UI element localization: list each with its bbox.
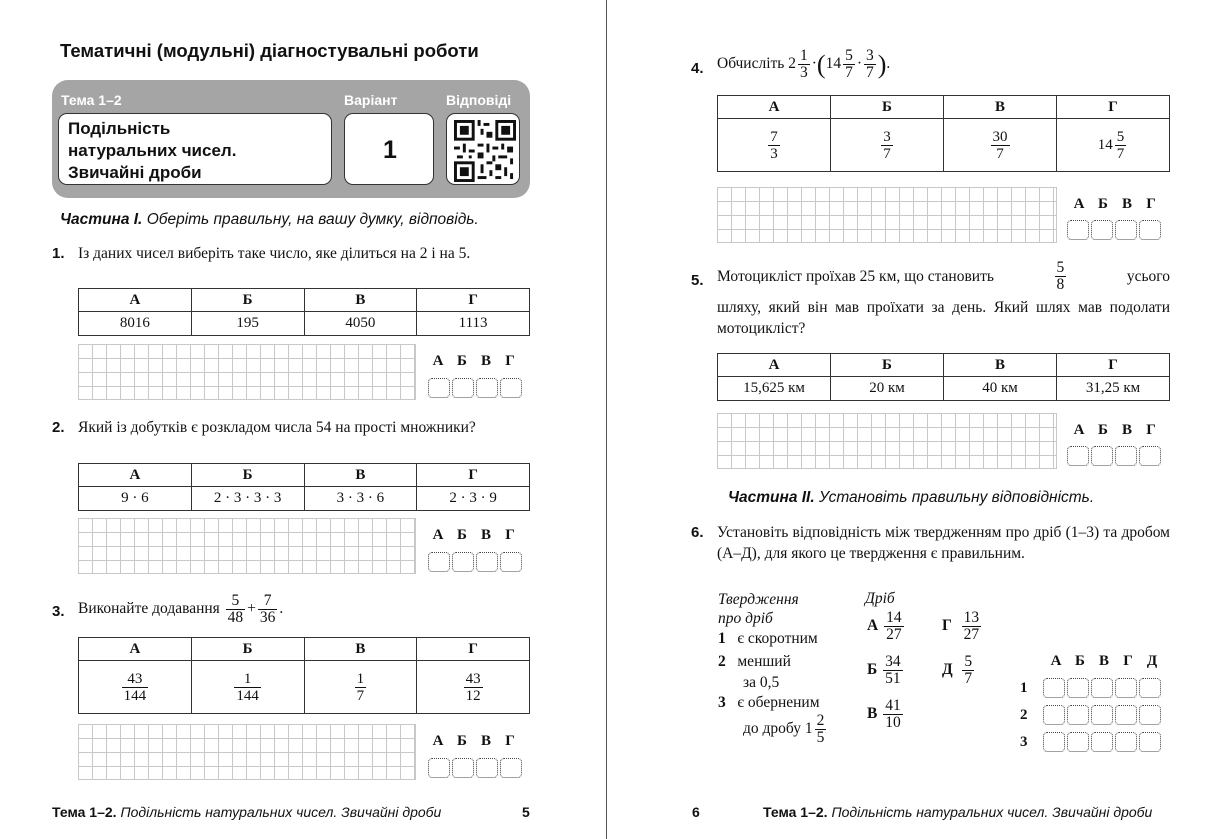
option-header: Г	[1057, 354, 1170, 377]
statement-3-cont: до дробу 1 $\frac{2}{5}$	[743, 712, 825, 746]
statement-1: 1 є скоротним	[718, 630, 818, 647]
option-value: 15,625 км	[718, 377, 831, 401]
question-3-text: Виконайте додавання $\frac{5}{48}$ + $\frac{7}{36}$ .	[78, 592, 284, 626]
matching-columns: А Б В Г Д	[1050, 653, 1158, 669]
scratch-grid[interactable]	[717, 187, 1057, 243]
option-value: $\frac{1}{7}$	[304, 661, 417, 714]
question-5-answers	[717, 353, 1170, 401]
matching-row-label: 1	[1020, 680, 1028, 696]
fraction-b: Б $\frac{34}{51}$	[867, 653, 901, 687]
option-value: 40 км	[944, 377, 1057, 401]
question-4-answers	[717, 95, 1170, 172]
option-header: В	[304, 289, 417, 312]
topic-label: Тема 1–2	[61, 92, 122, 108]
option-value: 8016	[79, 312, 192, 336]
answer-boxes[interactable]	[1067, 446, 1163, 468]
question-6-text: Установіть відповідність між твердженням про дріб (1–3) та дробом (А–Д), для якого це твердження є правильним.	[717, 524, 1170, 562]
option-value: 9 · 6	[79, 487, 192, 511]
question-4-number: 4.	[691, 60, 704, 77]
page-footer: Тема 1–2. Подільність натуральних чисел. Звичайні дроби	[52, 804, 442, 820]
option-header: В	[304, 638, 417, 661]
option-header: Г	[417, 464, 530, 487]
option-header: А	[718, 354, 831, 377]
option-value: $\frac{7}{3}$	[718, 119, 831, 172]
question-2-answers	[78, 463, 530, 511]
question-3-number: 3.	[52, 603, 65, 620]
option-value: $\frac{1}{144}$	[191, 661, 304, 714]
option-value: 4050	[304, 312, 417, 336]
topic-header	[52, 80, 530, 198]
option-header: Б	[191, 464, 304, 487]
option-value: $\frac{43}{12}$	[417, 661, 530, 714]
answer-letters: А Б В Г	[432, 733, 515, 749]
option-value: 2 · 3 · 3 · 3	[191, 487, 304, 511]
answer-boxes[interactable]	[428, 758, 524, 780]
option-value: $\frac{43}{144}$	[79, 661, 192, 714]
answer-letters: А Б В Г	[432, 353, 515, 369]
option-header: В	[944, 354, 1057, 377]
page-number: 6	[692, 804, 700, 820]
question-1-number: 1.	[52, 245, 65, 262]
option-header: В	[304, 464, 417, 487]
question-4-text: Обчисліть 2 $\frac{1}{3}$ ·(14 $\frac{5}{7}$ · $\frac{3}{7}$ ).	[717, 47, 891, 81]
answer-boxes[interactable]	[428, 378, 524, 400]
topic-title: Подільність натуральних чисел. Звичайні дроби	[68, 119, 237, 182]
matching-row-label: 3	[1020, 734, 1028, 750]
answers-label: Відповіді	[446, 92, 512, 108]
qr-code-icon[interactable]	[453, 120, 517, 182]
variant-label: Варіант	[344, 92, 398, 108]
variant-number: 1	[383, 136, 397, 164]
right-page	[612, 0, 1210, 839]
question-1-answers	[78, 288, 530, 336]
matching-boxes-row-3[interactable]	[1043, 732, 1163, 754]
matching-boxes-row-2[interactable]	[1043, 705, 1163, 727]
scratch-grid[interactable]	[78, 344, 416, 400]
statement-2: 2 менший за 0,5	[718, 653, 791, 691]
option-value: $\frac{3}{7}$	[831, 119, 944, 172]
question-3-answers	[78, 637, 530, 714]
matching-row-label: 2	[1020, 707, 1028, 723]
question-5-number: 5.	[691, 272, 704, 289]
question-5-text: Мотоцикліст проїхав 25 км, що становить $\frac{5}{8}$ усього шляху, який він мав проїхати за день. Який шлях мав подолати мотоцикліст?	[717, 259, 1170, 337]
statements-title: Твердження про дріб	[718, 591, 799, 627]
option-header: А	[79, 289, 192, 312]
answer-letters: А Б В Г	[432, 527, 515, 543]
option-header: Г	[417, 289, 530, 312]
option-header: В	[944, 96, 1057, 119]
page-number: 5	[522, 804, 530, 820]
question-2-text: Який із добутків є розкладом числа 54 на прості множники?	[78, 419, 476, 436]
question-1-text: Із даних чисел виберіть таке число, яке ділиться на 2 і на 5.	[78, 245, 471, 262]
statement-3: 3 є оберненим	[718, 694, 820, 711]
part2-heading: Частина ІІ. Установіть правильну відповідність.	[728, 489, 1095, 506]
option-value: 3 · 3 · 6	[304, 487, 417, 511]
option-header: А	[718, 96, 831, 119]
option-header: Б	[831, 354, 944, 377]
option-value: $\frac{30}{7}$	[944, 119, 1057, 172]
fraction-g: Г $\frac{13}{27}$	[942, 609, 980, 643]
scratch-grid[interactable]	[78, 724, 416, 780]
part1-heading: Частина І. Оберіть правильну, на вашу думку, відповідь.	[60, 211, 479, 228]
fraction-a: А $\frac{14}{27}$	[867, 609, 902, 643]
fraction-v: В $\frac{41}{10}$	[867, 697, 901, 731]
answer-letters: А Б В Г	[1073, 422, 1156, 438]
option-header: Б	[191, 638, 304, 661]
option-value: 1113	[417, 312, 530, 336]
option-value: 31,25 км	[1057, 377, 1170, 401]
option-header: А	[79, 464, 192, 487]
option-value: 14 $\frac{5}{7}$	[1057, 119, 1170, 172]
option-header: Г	[1057, 96, 1170, 119]
option-header: Г	[417, 638, 530, 661]
answer-letters: А Б В Г	[1073, 196, 1156, 212]
answer-boxes[interactable]	[428, 552, 524, 574]
question-6-number: 6.	[691, 524, 704, 541]
option-header: Б	[191, 289, 304, 312]
scratch-grid[interactable]	[78, 518, 416, 574]
option-header: А	[79, 638, 192, 661]
option-header: Б	[831, 96, 944, 119]
scratch-grid[interactable]	[717, 413, 1057, 469]
matching-boxes-row-1[interactable]	[1043, 678, 1163, 700]
option-value: 195	[191, 312, 304, 336]
page-footer: Тема 1–2. Подільність натуральних чисел. Звичайні дроби	[763, 804, 1153, 820]
question-2-number: 2.	[52, 419, 65, 436]
page-title: Тематичні (модульні) діагностувальні роботи	[60, 40, 479, 61]
option-value: 20 км	[831, 377, 944, 401]
fraction-d: Д $\frac{5}{7}$	[942, 653, 973, 687]
answer-boxes[interactable]	[1067, 220, 1163, 242]
option-value: 2 · 3 · 9	[417, 487, 530, 511]
fractions-title: Дріб	[865, 590, 895, 607]
